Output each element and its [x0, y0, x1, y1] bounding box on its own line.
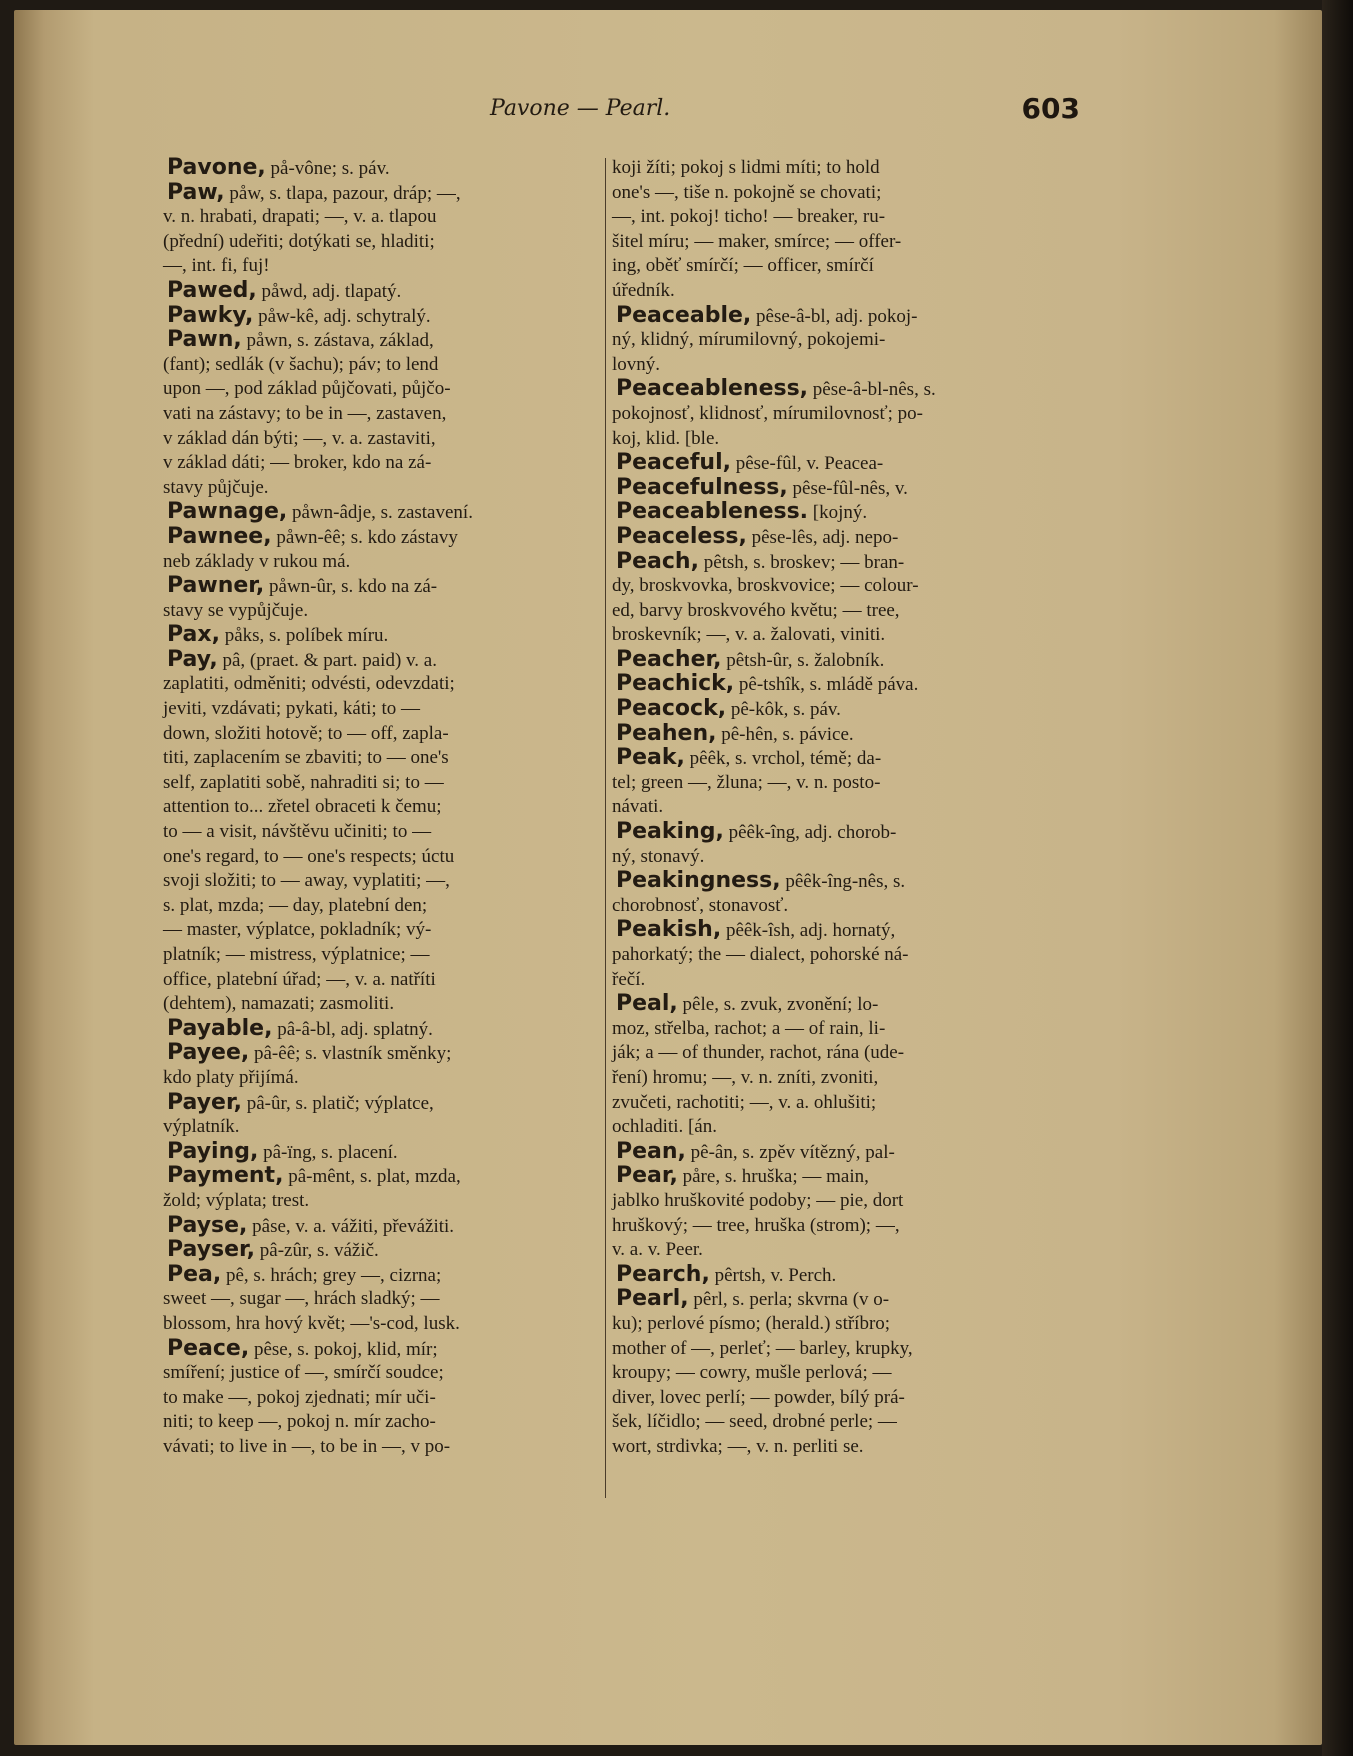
- headword: Pawner,: [167, 573, 265, 599]
- dictionary-line: koji žíti; pokoj s lidmi míti; to hold: [612, 157, 880, 178]
- dictionary-line: pokojnosť, klidnosť, mírumilovnosť; po-: [612, 402, 923, 424]
- definition-text: pê-hên, s. pávice.: [716, 723, 854, 745]
- headword: Payment,: [167, 1163, 284, 1189]
- headword: Peal,: [616, 991, 678, 1017]
- dictionary-line: koj, klid. [ble.: [612, 427, 720, 449]
- dictionary-line: broskevník; —, v. a. žalovati, viniti.: [612, 624, 886, 646]
- dictionary-line: ing, oběť smírčí; — officer, smírčí: [612, 255, 874, 277]
- definition-text: pâ-â-bl, adj. splatný.: [272, 1018, 433, 1040]
- headword: Pawn,: [167, 327, 242, 353]
- dictionary-line: ku); perlové písmo; (herald.) stříbro;: [612, 1312, 891, 1334]
- dictionary-line: neb základy v rukou má.: [163, 550, 351, 572]
- definition-text: pêle, s. zvuk, zvonění; lo-: [677, 994, 879, 1016]
- definition-text: påwn, s. zástava, základ,: [241, 330, 434, 352]
- headword: Pearch,: [616, 1261, 710, 1287]
- dictionary-line: [612, 722, 1078, 747]
- dictionary-line: chorobnosť, stonavosť.: [612, 894, 789, 916]
- dictionary-line: titi, zaplacením se zbaviti; to — one's: [163, 747, 449, 769]
- definition-text: pêêk, s. vrchol, témě; da-: [684, 748, 882, 770]
- definition-text: påwn-âdje, s. zastavení.: [287, 502, 473, 524]
- dictionary-line: zvučeti, rachotiti; —, v. a. ohlušiti;: [612, 1091, 877, 1113]
- dictionary-line: vávati; to live in —, to be in —, v po-: [163, 1435, 451, 1457]
- dictionary-line: moz, střelba, rachot; a — of rain, li-: [612, 1017, 886, 1039]
- headword: Pean,: [616, 1138, 686, 1164]
- dictionary-line: (fant); sedlák (v šachu); páv; to lend: [163, 353, 439, 375]
- dictionary-line: ed, barvy broskvového květu; — tree,: [612, 599, 900, 621]
- headword: Peachick,: [616, 671, 735, 697]
- dictionary-line: — master, výplatce, pokladník; vý-: [163, 919, 432, 941]
- definition-text: pêtsh-ûr, s. žalobník.: [721, 649, 885, 671]
- column-divider: [605, 158, 606, 1498]
- dictionary-line: žold; výplata; trest.: [163, 1189, 310, 1211]
- dictionary-line: [163, 1214, 603, 1239]
- dictionary-line: wort, strdivka; —, v. n. perliti se.: [612, 1435, 864, 1457]
- dictionary-line: ný, klidný, mírumilovný, pokojemi-: [612, 329, 886, 351]
- definition-text: pê-tshîk, s. mládě páva.: [734, 674, 919, 696]
- dictionary-line: [612, 697, 1078, 722]
- dictionary-line: [612, 869, 1078, 894]
- definition-text: på-vône; s. páv.: [265, 158, 390, 179]
- dictionary-line: jablko hruškovité podoby; — pie, dort: [612, 1189, 904, 1211]
- definition-text: påre, s. hruška; — main,: [677, 1166, 869, 1188]
- dictionary-line: [612, 918, 1078, 943]
- dictionary-line: [163, 1263, 603, 1288]
- headword: Pawnee,: [167, 523, 272, 549]
- dictionary-line: výplatník.: [163, 1116, 240, 1138]
- headword: Peakish,: [616, 917, 722, 943]
- dictionary-line: zaplatiti, odměniti; odvésti, odevzdati;: [163, 673, 455, 695]
- dictionary-line: upon —, pod základ půjčovati, půjčo-: [163, 378, 451, 400]
- dictionary-line: stavy půjčuje.: [163, 476, 269, 498]
- dictionary-line: [163, 1140, 603, 1165]
- dictionary-line: to make —, pokoj zjednati; mír uči-: [163, 1386, 436, 1408]
- dictionary-line: niti; to keep —, pokoj n. mír zacho-: [163, 1411, 436, 1433]
- dictionary-line: kdo platy přijímá.: [163, 1066, 299, 1088]
- definition-text: pâ-êê; s. vlastník směnky;: [249, 1043, 452, 1065]
- dictionary-line: [163, 181, 603, 206]
- dictionary-line: one's —, tiše n. pokojně se chovati;: [612, 181, 882, 203]
- dictionary-line: jeviti, vzdávati; pykati, káti; to —: [163, 698, 420, 720]
- dictionary-line: v. n. hrabati, drapati; —, v. a. tlapou: [163, 206, 437, 228]
- dictionary-line: [612, 500, 1078, 525]
- definition-text: pêtsh, s. broskev; — bran-: [698, 551, 905, 573]
- dictionary-line: ření) hromu; —, v. n. zníti, zvoniti,: [612, 1066, 879, 1088]
- definition-text: pêêk-îng-nês, s.: [780, 871, 906, 893]
- dictionary-line: [612, 1140, 1078, 1165]
- definition-text: påw, s. tlapa, pazour, dráp; —,: [224, 182, 461, 204]
- dictionary-line: blossom, hra hový květ; —'s-cod, lusk.: [163, 1312, 460, 1334]
- headword: Peahen,: [616, 720, 717, 746]
- dictionary-line: pahorkatý; the — dialect, pohorské ná-: [612, 944, 909, 965]
- headword: Peaceableness.: [616, 499, 809, 525]
- headword: Payer,: [167, 1089, 242, 1115]
- dictionary-line: [163, 623, 603, 648]
- dictionary-line: [163, 500, 603, 525]
- headword: Pea,: [167, 1261, 222, 1287]
- headword: Pearl,: [616, 1286, 689, 1312]
- page-number: 603: [1021, 92, 1080, 125]
- headword: Peacock,: [616, 696, 727, 722]
- definition-text: pêse-fûl, v. Peacea-: [730, 453, 884, 475]
- dictionary-line: smíření; justice of —, smírčí soudce;: [163, 1362, 444, 1384]
- dictionary-line: to — a visit, návštěvu učiniti; to —: [163, 821, 432, 843]
- dictionary-line: kroupy; — cowry, mušle perlová; —: [612, 1362, 892, 1384]
- dictionary-line: mother of —, perleť; — barley, krupky,: [612, 1337, 913, 1359]
- headword: Pawky,: [167, 302, 254, 328]
- dictionary-line: ný, stonavý.: [612, 845, 705, 867]
- definition-text: pê, s. hrách; grey —, cizrna;: [221, 1264, 442, 1286]
- headword: Payse,: [167, 1212, 248, 1238]
- headword: Peacefulness,: [616, 474, 788, 500]
- dictionary-line: [163, 1238, 603, 1263]
- dictionary-line: návati.: [612, 796, 664, 818]
- definition-text: pâ-ïng, s. placení.: [258, 1141, 398, 1163]
- dictionary-line: [612, 525, 1078, 550]
- dictionary-line: self, zaplatiti sobě, nahraditi si; to —: [163, 771, 444, 793]
- headword: Peacher,: [616, 646, 722, 672]
- dictionary-line: dy, broskvovka, broskvovice; — colour-: [612, 575, 919, 597]
- definition-text: påwn-êê; s. kdo zástavy: [271, 526, 458, 548]
- dictionary-line: ochladiti. [án.: [612, 1116, 717, 1138]
- headword: Payable,: [167, 1015, 273, 1041]
- dictionary-line: [612, 672, 1078, 697]
- dictionary-line: [612, 820, 1078, 845]
- dictionary-line: [612, 1263, 1078, 1288]
- definition-text: pêrtsh, v. Perch.: [709, 1264, 837, 1286]
- headword: Pawnage,: [167, 499, 288, 525]
- headword: Paying,: [167, 1138, 259, 1164]
- dictionary-line: [612, 377, 1078, 402]
- dictionary-line: hruškový; — tree, hruška (strom); —,: [612, 1214, 900, 1236]
- headword: Pawed,: [167, 277, 257, 303]
- dictionary-line: [163, 304, 603, 329]
- dictionary-line: —, int. fi, fuj!: [163, 255, 270, 277]
- dictionary-line: [163, 648, 603, 673]
- dictionary-line: vati na zástavy; to be in —, zastaven,: [163, 402, 447, 424]
- dictionary-line: tel; green —, žluna; —, v. n. posto-: [612, 771, 881, 793]
- dictionary-line: [612, 992, 1078, 1017]
- dictionary-line: [612, 304, 1078, 329]
- definition-text: påwn-ûr, s. kdo na zá-: [264, 576, 438, 598]
- definition-text: pâ-mênt, s. plat, mzda,: [283, 1166, 461, 1188]
- headword: Pear,: [616, 1163, 678, 1189]
- definition-text: pêse-lês, adj. nepo-: [746, 526, 899, 548]
- definition-text: [kojný.: [808, 502, 868, 524]
- definition-text: pê-ân, s. zpěv vítězný, pal-: [685, 1141, 895, 1163]
- dictionary-line: [612, 746, 1078, 771]
- dictionary-line: (dehtem), namazati; zasmoliti.: [163, 993, 395, 1015]
- definition-text: pêse-â-bl, adj. pokoj-: [751, 305, 918, 327]
- dictionary-line: [612, 476, 1078, 501]
- dictionary-line: attention to... zřetel obraceti k čemu;: [163, 796, 442, 818]
- definition-text: påw-kê, adj. schytralý.: [253, 305, 431, 327]
- dictionary-line: [612, 648, 1078, 673]
- headword: Paw,: [167, 179, 225, 205]
- dictionary-line: v. a. v. Peer.: [612, 1239, 703, 1261]
- dictionary-line: [612, 550, 1078, 575]
- headword: Peaceful,: [616, 450, 731, 476]
- scan-edge: [1322, 0, 1353, 1756]
- dictionary-line: [163, 156, 603, 181]
- dictionary-line: lovný.: [612, 353, 661, 375]
- definition-text: pâse, v. a. vážiti, převážiti.: [247, 1215, 455, 1237]
- dictionary-line: [612, 451, 1078, 476]
- dictionary-line: sweet —, sugar —, hrách sladký; —: [163, 1288, 440, 1310]
- dictionary-line: platník; — mistress, výplatnice; —: [163, 944, 430, 965]
- dictionary-line: (přední) udeřiti; dotýkati se, hladiti;: [163, 230, 435, 252]
- dictionary-line: v základ dán býti; —, v. a. zastaviti,: [163, 427, 436, 449]
- dictionary-line: [163, 574, 603, 599]
- dictionary-line: úředník.: [612, 279, 675, 301]
- headword: Peaking,: [616, 819, 724, 845]
- dictionary-line: s. plat, mzda; — day, platební den;: [163, 894, 428, 916]
- headword: Payser,: [167, 1237, 256, 1263]
- headword: Peaceableness,: [616, 376, 809, 402]
- definition-text: påwd, adj. tlapatý.: [256, 280, 402, 302]
- left-column: [163, 156, 603, 1459]
- definition-text: pâ, (praet. & part. paid) v. a.: [217, 649, 437, 671]
- headword: Peaceable,: [616, 302, 752, 328]
- dictionary-line: [163, 525, 603, 550]
- dictionary-line: [612, 1287, 1078, 1312]
- dictionary-line: šek, líčidlo; — seed, drobné perle; —: [612, 1411, 897, 1433]
- dictionary-line: [163, 1041, 603, 1066]
- definition-text: påks, s. políbek míru.: [219, 625, 389, 647]
- dictionary-line: [163, 1091, 603, 1116]
- headword: Payee,: [167, 1040, 250, 1066]
- dictionary-line: v základ dáti; — broker, kdo na zá-: [163, 452, 432, 474]
- dictionary-line: [163, 1017, 603, 1042]
- dictionary-line: [163, 1337, 603, 1362]
- headword: Pavone,: [167, 155, 266, 180]
- headword: Peaceless,: [616, 523, 747, 549]
- definition-text: pê-kôk, s. páv.: [726, 699, 841, 721]
- running-head: Pavone — Pearl.: [490, 96, 671, 121]
- definition-text: pêse-fûl-nês, v.: [787, 477, 908, 499]
- right-column: [612, 156, 1078, 1459]
- headword: Pay,: [167, 646, 218, 672]
- dictionary-line: [163, 279, 603, 304]
- page-header: [0, 92, 1353, 132]
- dictionary-line: one's regard, to — one's respects; úctu: [163, 845, 455, 867]
- dictionary-line: [163, 328, 603, 353]
- headword: Peach,: [616, 548, 699, 574]
- headword: Peace,: [167, 1335, 250, 1361]
- dictionary-line: down, složiti hotově; to — off, zapla-: [163, 722, 449, 744]
- definition-text: pêse, s. pokoj, klid, mír;: [249, 1338, 438, 1360]
- definition-text: pêêk-îsh, adj. hornatý,: [721, 920, 896, 942]
- dictionary-line: [163, 1164, 603, 1189]
- headword: Peak,: [616, 745, 685, 771]
- definition-text: pâ-ûr, s. platič; výplatce,: [241, 1092, 434, 1114]
- definition-text: pêrl, s. perla; skvrna (v o-: [688, 1289, 890, 1311]
- dictionary-line: svoji složiti; to — away, vyplatiti; —,: [163, 870, 450, 892]
- definition-text: pâ-zûr, s. vážič.: [255, 1240, 379, 1262]
- dictionary-line: stavy se vypůjčuje.: [163, 599, 309, 621]
- definition-text: pêse-â-bl-nês, s.: [808, 379, 936, 401]
- dictionary-line: řečí.: [612, 968, 646, 990]
- dictionary-line: ják; a — of thunder, rachot, rána (ude-: [612, 1042, 905, 1064]
- dictionary-line: šitel míru; — maker, smírce; — offer-: [612, 230, 902, 252]
- headword: Pax,: [167, 622, 220, 648]
- headword: Peakingness,: [616, 868, 781, 894]
- dictionary-line: [612, 1164, 1078, 1189]
- dictionary-line: office, platební úřad; —, v. a. natříti: [163, 968, 436, 990]
- definition-text: pêêk-îng, adj. chorob-: [723, 822, 897, 844]
- dictionary-line: —, int. pokoj! ticho! — breaker, ru-: [612, 206, 886, 228]
- dictionary-line: diver, lovec perlí; — powder, bílý prá-: [612, 1386, 905, 1408]
